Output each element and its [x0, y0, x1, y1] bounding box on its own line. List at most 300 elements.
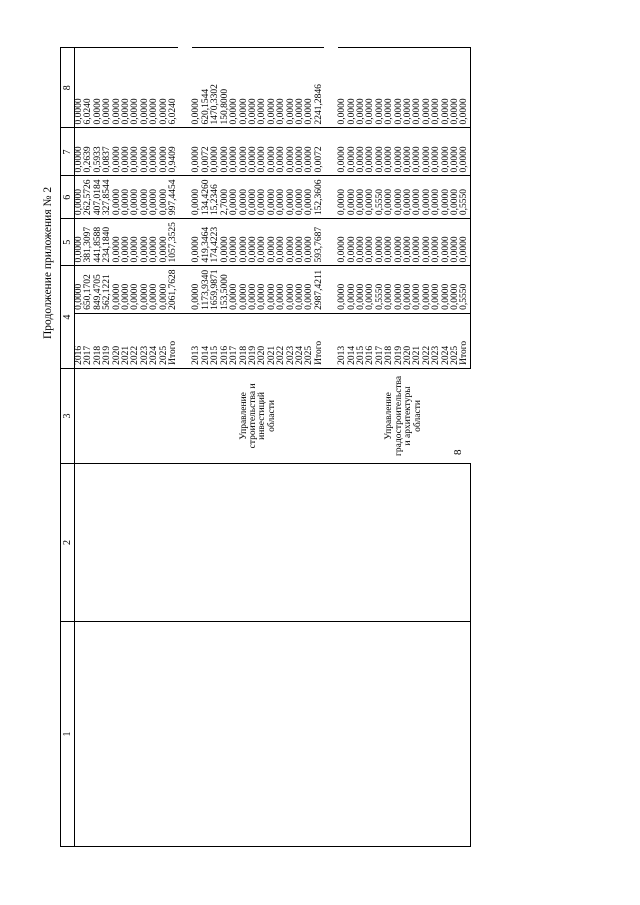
cell-col-2: [150, 464, 159, 622]
value-cell-col-7: 0,0000: [305, 128, 314, 176]
year-cell: 2015: [211, 313, 220, 368]
value-cell-col-7: 0,0000: [240, 128, 249, 176]
cell-col-2: [103, 464, 112, 622]
value-cell-col-7: 0,0000: [442, 128, 451, 176]
cell-col-3: [94, 368, 103, 463]
cell-col-3: [103, 368, 112, 463]
value-cell-col-6: 0,0000: [150, 176, 159, 219]
value-cell-col-4: 0,0000: [338, 266, 347, 313]
value-cell-col-5: 0,0000: [113, 219, 122, 266]
value-cell-col-8: 150,8000: [221, 48, 230, 128]
value-cell-col-7: 0,0072: [315, 128, 324, 176]
cell-col-1: [385, 622, 394, 847]
year-cell: Итого: [169, 313, 178, 368]
cell-col-1: [413, 622, 422, 847]
year-cell: Итого: [460, 313, 470, 368]
year-cell: 2016: [75, 313, 85, 368]
value-cell-col-7: 0,9409: [169, 128, 178, 176]
value-cell-col-5: 0,0000: [432, 219, 441, 266]
cell-col-1: [376, 622, 385, 847]
value-cell-col-7: 0,0000: [75, 128, 85, 176]
year-cell: 2016: [221, 313, 230, 368]
cell-col-2: [404, 464, 413, 622]
organization-name: Управление градостроительства и архитектуры области: [384, 375, 423, 456]
cell-col-1: [366, 622, 375, 847]
value-cell-col-4: 0,0000: [404, 266, 413, 313]
value-cell-col-5: 0,0000: [230, 219, 239, 266]
value-cell-col-6: 0,0000: [131, 176, 140, 219]
cell-col-2: [230, 464, 239, 622]
cell-col-2: [305, 464, 314, 622]
value-cell-col-4: 0,0000: [249, 266, 258, 313]
value-cell-col-4: 0,0000: [113, 266, 122, 313]
value-cell-col-6: 0,0000: [75, 176, 85, 219]
cell-col-3: [131, 368, 140, 463]
value-cell-col-7: 0,0000: [413, 128, 422, 176]
value-cell-col-5: 593,7687: [315, 219, 324, 266]
value-cell-col-7: 0,0000: [357, 128, 366, 176]
cell-col-1: [338, 622, 347, 847]
value-cell-col-8: 1470,3302: [211, 48, 220, 128]
year-cell: Итого: [315, 313, 324, 368]
value-cell-col-8: 0,0000: [451, 48, 460, 128]
cell-col-1: [451, 622, 460, 847]
value-cell-col-5: 381,3097: [84, 219, 93, 266]
cell-col-1: [150, 622, 159, 847]
year-cell: 2023: [287, 313, 296, 368]
value-cell-col-6: 0,0000: [240, 176, 249, 219]
cell-col-2: [385, 464, 394, 622]
value-cell-col-8: 0,0000: [413, 48, 422, 128]
value-cell-col-4: 0,0000: [413, 266, 422, 313]
column-header-8: 8: [61, 48, 75, 128]
value-cell-col-5: 234,1840: [103, 219, 112, 266]
year-cell: 2013: [192, 313, 201, 368]
cell-col-1: [348, 622, 357, 847]
value-cell-col-5: 0,0000: [404, 219, 413, 266]
column-header-7: 7: [61, 128, 75, 176]
cell-col-1: [131, 622, 140, 847]
cell-col-1: [423, 622, 432, 847]
value-cell-col-5: 0,0000: [305, 219, 314, 266]
value-cell-col-7: 0,0000: [192, 128, 201, 176]
value-cell-col-5: 0,0000: [221, 219, 230, 266]
value-cell-col-7: 0,0000: [348, 128, 357, 176]
value-cell-col-4: 0,0000: [296, 266, 305, 313]
value-cell-col-6: 2,7000: [221, 176, 230, 219]
column-header-2: 2: [61, 464, 75, 622]
value-cell-col-6: 0,0000: [277, 176, 286, 219]
cell-col-1: [287, 622, 296, 847]
value-cell-col-7: 0,0000: [258, 128, 267, 176]
value-cell-col-4: 0,0000: [192, 266, 201, 313]
value-cell-col-4: 0,0000: [258, 266, 267, 313]
section-gap: [324, 48, 338, 847]
value-cell-col-4: 0,0000: [75, 266, 85, 313]
value-cell-col-5: 0,0000: [460, 219, 470, 266]
value-cell-col-7: 0,0000: [451, 128, 460, 176]
value-cell-col-7: 0,0000: [404, 128, 413, 176]
value-cell-col-7: 0,2639: [84, 128, 93, 176]
value-cell-col-7: 0,0000: [131, 128, 140, 176]
value-cell-col-5: 441,8588: [94, 219, 103, 266]
value-cell-col-4: 0,0000: [268, 266, 277, 313]
value-cell-col-7: 0,0072: [202, 128, 211, 176]
cell-col-2: [296, 464, 305, 622]
value-cell-col-8: 0,0000: [296, 48, 305, 128]
year-cell: 2013: [338, 313, 347, 368]
value-cell-col-7: 0,0000: [211, 128, 220, 176]
value-cell-col-8: 0,0000: [75, 48, 85, 128]
cell-col-1: [94, 622, 103, 847]
cell-col-1: [249, 622, 258, 847]
cell-col-1: [404, 622, 413, 847]
value-cell-col-8: 0,0000: [141, 48, 150, 128]
value-cell-col-4: 0,0000: [395, 266, 404, 313]
cell-col-2: [192, 464, 201, 622]
year-cell: 2014: [348, 313, 357, 368]
cell-col-3: [192, 368, 324, 463]
value-cell-col-6: 0,0000: [395, 176, 404, 219]
value-cell-col-6: 997,4454: [169, 176, 178, 219]
cell-col-2: [169, 464, 178, 622]
cell-col-2: [442, 464, 451, 622]
cell-col-2: [202, 464, 211, 622]
value-cell-col-8: 0,0000: [103, 48, 112, 128]
value-cell-col-7: 0,0000: [277, 128, 286, 176]
value-cell-col-6: 15,2346: [211, 176, 220, 219]
value-cell-col-8: 0,0000: [338, 48, 347, 128]
column-header-3: 3: [61, 368, 75, 463]
cell-col-2: [258, 464, 267, 622]
year-cell: 2020: [113, 313, 122, 368]
year-cell: 2025: [305, 313, 314, 368]
value-cell-col-8: 0,0000: [277, 48, 286, 128]
cell-col-1: [169, 622, 178, 847]
value-cell-col-4: 0,0000: [442, 266, 451, 313]
value-cell-col-4: 0,0000: [230, 266, 239, 313]
cell-col-1: [268, 622, 277, 847]
value-cell-col-7: 0,0837: [103, 128, 112, 176]
year-cell: 2017: [230, 313, 239, 368]
column-header-4: 4: [61, 266, 75, 368]
value-cell-col-4: 849,4705: [94, 266, 103, 313]
year-cell: 2019: [395, 313, 404, 368]
value-cell-col-6: 0,0000: [442, 176, 451, 219]
cell-col-1: [442, 622, 451, 847]
value-cell-col-7: 0,0000: [122, 128, 131, 176]
value-cell-col-4: 2061,7628: [169, 266, 178, 313]
value-cell-col-6: 0,0000: [404, 176, 413, 219]
value-cell-col-5: 0,0000: [357, 219, 366, 266]
year-cell: 2019: [249, 313, 258, 368]
year-cell: 2024: [150, 313, 159, 368]
value-cell-col-4: 0,0000: [131, 266, 140, 313]
section-gap: [178, 48, 192, 847]
value-cell-col-8: 0,0000: [460, 48, 470, 128]
value-cell-col-5: 0,0000: [338, 219, 347, 266]
value-cell-col-4: 1659,9871: [211, 266, 220, 313]
value-cell-col-7: 0,0000: [395, 128, 404, 176]
value-cell-col-5: 0,0000: [385, 219, 394, 266]
value-cell-col-8: 0,0000: [160, 48, 169, 128]
document-page: [0, 5, 640, 905]
value-cell-col-7: 0,0000: [296, 128, 305, 176]
value-cell-col-8: 0,0000: [385, 48, 394, 128]
year-cell: 2021: [122, 313, 131, 368]
value-cell-col-8: 0,0000: [258, 48, 267, 128]
cell-col-2: [268, 464, 277, 622]
cell-col-2: [277, 464, 286, 622]
value-cell-col-6: 0,5550: [376, 176, 385, 219]
year-cell: 2014: [202, 313, 211, 368]
cell-col-1: [221, 622, 230, 847]
year-cell: 2022: [423, 313, 432, 368]
value-cell-col-7: 0,0000: [230, 128, 239, 176]
year-cell: 2022: [131, 313, 140, 368]
value-cell-col-8: 0,0000: [357, 48, 366, 128]
column-header-6: 6: [61, 176, 75, 219]
value-cell-col-4: 0,0000: [305, 266, 314, 313]
cell-col-2: [338, 464, 347, 622]
table-row: [169, 48, 178, 847]
cell-col-1: [192, 622, 201, 847]
value-cell-col-4: 0,0000: [160, 266, 169, 313]
value-cell-col-7: 0,0000: [432, 128, 441, 176]
cell-col-1: [240, 622, 249, 847]
cell-col-2: [131, 464, 140, 622]
table-header: [61, 48, 75, 847]
value-cell-col-7: 0,0000: [249, 128, 258, 176]
value-cell-col-4: 562,1221: [103, 266, 112, 313]
value-cell-col-6: 0,0000: [432, 176, 441, 219]
value-cell-col-5: 0,0000: [122, 219, 131, 266]
appendix-title: Продолжение приложения № 2: [42, 186, 54, 339]
value-cell-col-8: 0,0000: [404, 48, 413, 128]
cell-col-2: [423, 464, 432, 622]
cell-col-1: [113, 622, 122, 847]
cell-col-1: [258, 622, 267, 847]
cell-col-2: [413, 464, 422, 622]
value-cell-col-4: 0,0000: [122, 266, 131, 313]
value-cell-col-5: 0,0000: [376, 219, 385, 266]
value-cell-col-4: 0,5550: [376, 266, 385, 313]
budget-table: [60, 47, 471, 847]
year-cell: 2020: [258, 313, 267, 368]
cell-col-3: [338, 368, 470, 463]
value-cell-col-7: 0,0000: [460, 128, 470, 176]
cell-col-2: [84, 464, 93, 622]
value-cell-col-7: 0,0000: [160, 128, 169, 176]
year-cell: 2015: [357, 313, 366, 368]
value-cell-col-4: 0,0000: [277, 266, 286, 313]
cell-col-1: [305, 622, 314, 847]
cell-col-2: [113, 464, 122, 622]
value-cell-col-5: 0,0000: [249, 219, 258, 266]
cell-col-1: [395, 622, 404, 847]
value-cell-col-8: 0,0000: [122, 48, 131, 128]
value-cell-col-4: 0,0000: [348, 266, 357, 313]
value-cell-col-8: 0,0000: [240, 48, 249, 128]
value-cell-col-8: 0,0000: [376, 48, 385, 128]
value-cell-col-8: 0,0000: [442, 48, 451, 128]
value-cell-col-7: 0,0000: [338, 128, 347, 176]
cell-col-2: [395, 464, 404, 622]
value-cell-col-5: 0,0000: [75, 219, 85, 266]
value-cell-col-6: 0,0000: [230, 176, 239, 219]
year-cell: 2020: [404, 313, 413, 368]
value-cell-col-6: 0,0000: [423, 176, 432, 219]
cell-col-1: [432, 622, 441, 847]
value-cell-col-8: 0,0000: [366, 48, 375, 128]
value-cell-col-7: 0,0000: [221, 128, 230, 176]
value-cell-col-5: 0,0000: [348, 219, 357, 266]
value-cell-col-8: 0,0000: [432, 48, 441, 128]
value-cell-col-5: 1057,3525: [169, 219, 178, 266]
value-cell-col-6: 0,0000: [122, 176, 131, 219]
organization-name: Управление строительства и инвестиций области: [238, 383, 277, 449]
cell-col-3: [141, 368, 150, 463]
value-cell-col-7: 0,0000: [150, 128, 159, 176]
value-cell-col-8: 6,0240: [84, 48, 93, 128]
page-number: 8: [452, 449, 464, 455]
value-cell-col-5: 0,0000: [277, 219, 286, 266]
cell-col-1: [84, 622, 93, 847]
value-cell-col-5: 0,0000: [287, 219, 296, 266]
cell-col-1: [141, 622, 150, 847]
value-cell-col-6: 0,0000: [366, 176, 375, 219]
value-cell-col-4: 0,0000: [150, 266, 159, 313]
value-cell-col-4: 0,5550: [460, 266, 470, 313]
cell-col-3: [169, 368, 178, 463]
value-cell-col-5: 0,0000: [141, 219, 150, 266]
value-cell-col-5: 0,0000: [258, 219, 267, 266]
cell-col-3: [122, 368, 131, 463]
value-cell-col-7: 0,0000: [376, 128, 385, 176]
value-cell-col-4: 0,0000: [240, 266, 249, 313]
value-cell-col-6: 0,0000: [338, 176, 347, 219]
year-cell: 2016: [366, 313, 375, 368]
value-cell-col-5: 419,3464: [202, 219, 211, 266]
value-cell-col-6: 0,0000: [249, 176, 258, 219]
year-cell: 2018: [385, 313, 394, 368]
cell-col-2: [122, 464, 131, 622]
value-cell-col-4: 1173,9340: [202, 266, 211, 313]
value-cell-col-6: 0,0000: [357, 176, 366, 219]
value-cell-col-6: 262,5726: [84, 176, 93, 219]
value-cell-col-6: 134,4260: [202, 176, 211, 219]
value-cell-col-8: 6,0240: [169, 48, 178, 128]
cell-col-2: [460, 464, 470, 622]
year-cell: 2023: [432, 313, 441, 368]
cell-col-3: [150, 368, 159, 463]
value-cell-col-7: 0,0000: [366, 128, 375, 176]
cell-col-2: [249, 464, 258, 622]
cell-col-3: [75, 368, 85, 463]
value-cell-col-8: 0,0000: [94, 48, 103, 128]
cell-col-1: [315, 622, 324, 847]
value-cell-col-5: 0,0000: [366, 219, 375, 266]
value-cell-col-4: 0,0000: [432, 266, 441, 313]
value-cell-col-5: 0,0000: [442, 219, 451, 266]
value-cell-col-5: 0,0000: [160, 219, 169, 266]
cell-col-1: [230, 622, 239, 847]
value-cell-col-5: 0,0000: [150, 219, 159, 266]
value-cell-col-8: 0,0000: [348, 48, 357, 128]
year-cell: 2021: [413, 313, 422, 368]
value-cell-col-6: 0,0000: [192, 176, 201, 219]
cell-col-1: [103, 622, 112, 847]
value-cell-col-5: 174,4223: [211, 219, 220, 266]
value-cell-col-6: 0,0000: [385, 176, 394, 219]
value-cell-col-7: 0,0000: [141, 128, 150, 176]
value-cell-col-4: 0,0000: [451, 266, 460, 313]
value-cell-col-5: 0,0000: [296, 219, 305, 266]
value-cell-col-4: 0,0000: [287, 266, 296, 313]
value-cell-col-8: 0,0000: [150, 48, 159, 128]
year-cell: 2025: [160, 313, 169, 368]
value-cell-col-6: 0,0000: [451, 176, 460, 219]
value-cell-col-5: 0,0000: [131, 219, 140, 266]
cell-col-1: [357, 622, 366, 847]
cell-col-2: [366, 464, 375, 622]
value-cell-col-6: 0,5550: [460, 176, 470, 219]
column-header-5: 5: [61, 219, 75, 266]
value-cell-col-7: 0,0000: [385, 128, 394, 176]
cell-col-2: [211, 464, 220, 622]
cell-col-2: [287, 464, 296, 622]
year-cell: 2023: [141, 313, 150, 368]
value-cell-col-6: 0,0000: [305, 176, 314, 219]
cell-col-1: [211, 622, 220, 847]
value-cell-col-5: 0,0000: [192, 219, 201, 266]
cell-col-2: [141, 464, 150, 622]
cell-col-3: [84, 368, 93, 463]
value-cell-col-8: 0,0000: [131, 48, 140, 128]
value-cell-col-6: 0,0000: [160, 176, 169, 219]
value-cell-col-4: 0,0000: [141, 266, 150, 313]
value-cell-col-8: 0,0000: [305, 48, 314, 128]
value-cell-col-6: 0,0000: [113, 176, 122, 219]
cell-col-2: [348, 464, 357, 622]
year-cell: 2021: [268, 313, 277, 368]
value-cell-col-5: 0,0000: [413, 219, 422, 266]
value-cell-col-7: 0,0000: [268, 128, 277, 176]
cell-col-2: [315, 464, 324, 622]
value-cell-col-6: 407,0184: [94, 176, 103, 219]
value-cell-col-6: 0,0000: [287, 176, 296, 219]
value-cell-col-8: 0,0000: [287, 48, 296, 128]
value-cell-col-6: 0,0000: [268, 176, 277, 219]
year-cell: 2018: [94, 313, 103, 368]
value-cell-col-6: 0,0000: [348, 176, 357, 219]
value-cell-col-5: 0,0000: [268, 219, 277, 266]
cell-col-1: [122, 622, 131, 847]
value-cell-col-8: 0,0000: [113, 48, 122, 128]
value-cell-col-7: 0,5933: [94, 128, 103, 176]
value-cell-col-8: 0,0000: [395, 48, 404, 128]
value-cell-col-6: 152,3606: [315, 176, 324, 219]
value-cell-col-6: 0,0000: [258, 176, 267, 219]
value-cell-col-5: 0,0000: [423, 219, 432, 266]
value-cell-col-4: 0,0000: [357, 266, 366, 313]
cell-col-1: [160, 622, 169, 847]
year-cell: 2019: [103, 313, 112, 368]
cell-col-2: [160, 464, 169, 622]
column-header-1: 1: [61, 622, 75, 847]
year-cell: 2024: [442, 313, 451, 368]
cell-col-2: [451, 464, 460, 622]
